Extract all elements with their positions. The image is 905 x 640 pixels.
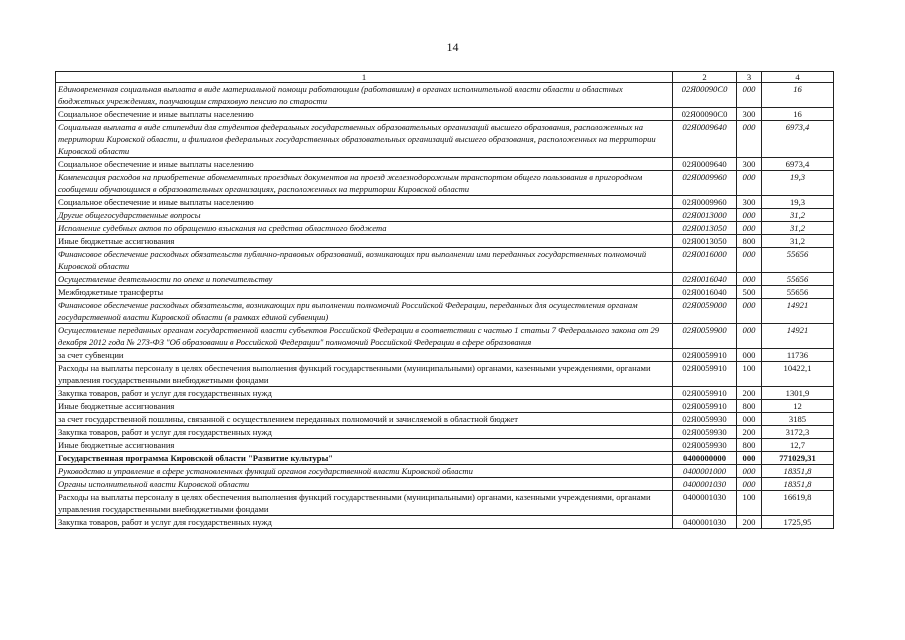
row-amount-cell: 12 — [762, 400, 834, 413]
row-type-cell: 200 — [737, 516, 762, 529]
row-name-cell: Органы исполнительной власти Кировской области — [56, 478, 673, 491]
row-code-cell: 02Я0059930 — [673, 439, 737, 452]
row-code-cell: 02Я0059900 — [673, 324, 737, 349]
row-type-cell: 200 — [737, 387, 762, 400]
row-type-cell: 500 — [737, 286, 762, 299]
row-name-cell: Исполнение судебных актов по обращению взыскания на средства областного бюджета — [56, 222, 673, 235]
row-amount-cell: 12,7 — [762, 439, 834, 452]
row-code-cell: 02Я00090С0 — [673, 108, 737, 121]
table-row — [56, 286, 834, 299]
row-amount-cell: 31,2 — [762, 235, 834, 248]
row-type-cell: 000 — [737, 413, 762, 426]
table-row — [56, 121, 834, 158]
row-name-cell: Социальное обеспечение и иные выплаты населению — [56, 158, 673, 171]
table-row — [56, 439, 834, 452]
row-amount-cell: 1725,95 — [762, 516, 834, 529]
row-amount-cell: 55656 — [762, 286, 834, 299]
row-type-cell: 000 — [737, 349, 762, 362]
header-col-amount: 4 — [762, 72, 834, 83]
row-amount-cell: 55656 — [762, 248, 834, 273]
row-type-cell: 100 — [737, 362, 762, 387]
row-code-cell: 02Я0059000 — [673, 299, 737, 324]
row-amount-cell: 771029,31 — [762, 452, 834, 465]
row-name-cell: Расходы на выплаты персоналу в целях обеспечения выполнения функций государственными (муниципальными) органами, казенными учреждениями, органами управления государственными внебюджетными фондами — [56, 362, 673, 387]
table-row — [56, 222, 834, 235]
row-name-cell: Финансовое обеспечение расходных обязательств публично-правовых образований, возникающих при выполнении ими переданных государственных полномочий Кировской области — [56, 248, 673, 273]
row-amount-cell: 6973,4 — [762, 121, 834, 158]
row-code-cell: 02Я00090С0 — [673, 83, 737, 108]
row-name-cell: Осуществление переданных органам государственной власти субъектов Российской Федерации в соответствии с частью 1 статьи 7 Федерального закона от 29 декабря 2012 года № 273-ФЗ "Об образовании в Российской Федерации" полномочий Российской Федерации в сфере образования — [56, 324, 673, 349]
row-type-cell: 000 — [737, 222, 762, 235]
row-amount-cell: 1301,9 — [762, 387, 834, 400]
row-name-cell: за счет субвенции — [56, 349, 673, 362]
row-code-cell: 02Я0009640 — [673, 158, 737, 171]
row-code-cell: 02Я0016040 — [673, 273, 737, 286]
row-code-cell: 02Я0016000 — [673, 248, 737, 273]
row-name-cell: Социальное обеспечение и иные выплаты населению — [56, 108, 673, 121]
row-amount-cell: 14921 — [762, 324, 834, 349]
row-code-cell: 02Я0009960 — [673, 171, 737, 196]
row-type-cell: 000 — [737, 248, 762, 273]
row-name-cell: Государственная программа Кировской области "Развитие культуры" — [56, 452, 673, 465]
row-name-cell: Расходы на выплаты персоналу в целях обеспечения выполнения функций государственными (муниципальными) органами, казенными учреждениями, органами управления государственными внебюджетными фондами — [56, 491, 673, 516]
row-amount-cell: 19,3 — [762, 171, 834, 196]
row-name-cell: Финансовое обеспечение расходных обязательств, возникающих при выполнении полномочий Российской Федерации, переданных для осуществления органам государственной власти Кировской области (в рамках единой субвенции) — [56, 299, 673, 324]
row-type-cell: 000 — [737, 209, 762, 222]
row-name-cell: Социальная выплата в виде стипендии для студентов федеральных государственных образовательных организаций высшего образования, расположенных на территории Кировской области, и филиалов федеральных государственных образовательных организаций высшего образования, расположенных на территории Кировской области — [56, 121, 673, 158]
row-name-cell: Социальное обеспечение и иные выплаты населению — [56, 196, 673, 209]
row-code-cell: 02Я0013050 — [673, 222, 737, 235]
row-name-cell: Руководство и управление в сфере установленных функций органов государственной власти Кировской области — [56, 465, 673, 478]
row-code-cell: 02Я0059910 — [673, 400, 737, 413]
row-code-cell: 02Я0013000 — [673, 209, 737, 222]
row-amount-cell: 31,2 — [762, 222, 834, 235]
row-type-cell: 000 — [737, 452, 762, 465]
row-code-cell: 0400000000 — [673, 452, 737, 465]
row-amount-cell: 55656 — [762, 273, 834, 286]
row-code-cell: 02Я0059930 — [673, 426, 737, 439]
row-code-cell: 02Я0009960 — [673, 196, 737, 209]
row-amount-cell: 14921 — [762, 299, 834, 324]
table-row — [56, 248, 834, 273]
row-name-cell: Закупка товаров, работ и услуг для государственных нужд — [56, 516, 673, 529]
row-type-cell: 000 — [737, 478, 762, 491]
row-name-cell: Другие общегосударственные вопросы — [56, 209, 673, 222]
row-amount-cell: 3185 — [762, 413, 834, 426]
table-row — [56, 400, 834, 413]
table-row — [56, 83, 834, 108]
table-row — [56, 324, 834, 349]
row-type-cell: 300 — [737, 196, 762, 209]
row-type-cell: 000 — [737, 324, 762, 349]
table-row — [56, 413, 834, 426]
row-type-cell: 200 — [737, 426, 762, 439]
table-row — [56, 158, 834, 171]
row-amount-cell: 18351,8 — [762, 465, 834, 478]
table-row — [56, 387, 834, 400]
row-name-cell: Межбюджетные трансферты — [56, 286, 673, 299]
table-row — [56, 491, 834, 516]
row-amount-cell: 18351,8 — [762, 478, 834, 491]
row-code-cell: 02Я0059930 — [673, 413, 737, 426]
row-type-cell: 000 — [737, 299, 762, 324]
row-code-cell: 0400001030 — [673, 478, 737, 491]
row-name-cell: Компенсация расходов на приобретение абонементных проездных документов на проезд железнодорожным транспортом общего пользования в пригородном сообщении обучающимся в образовательных организациях, расположенных на территории Кировской области — [56, 171, 673, 196]
row-amount-cell: 31,2 — [762, 209, 834, 222]
table-row — [56, 426, 834, 439]
row-type-cell: 800 — [737, 235, 762, 248]
row-code-cell: 02Я0059910 — [673, 362, 737, 387]
row-name-cell: Осуществление деятельности по опеке и попечительству — [56, 273, 673, 286]
table-row — [56, 171, 834, 196]
row-amount-cell: 3172,3 — [762, 426, 834, 439]
table-row — [56, 516, 834, 529]
row-amount-cell: 16619,8 — [762, 491, 834, 516]
header-col-type: 3 — [737, 72, 762, 83]
table-row — [56, 196, 834, 209]
row-code-cell: 0400001000 — [673, 465, 737, 478]
header-col-code: 2 — [673, 72, 737, 83]
table-row — [56, 452, 834, 465]
table-row — [56, 299, 834, 324]
row-name-cell: Закупка товаров, работ и услуг для государственных нужд — [56, 387, 673, 400]
row-code-cell: 0400001030 — [673, 516, 737, 529]
row-code-cell: 02Я0009640 — [673, 121, 737, 158]
row-name-cell: Иные бюджетные ассигнования — [56, 439, 673, 452]
row-amount-cell: 16 — [762, 108, 834, 121]
budget-table — [55, 71, 834, 529]
table-row — [56, 362, 834, 387]
row-name-cell: Единовременная социальная выплата в виде материальной помощи работающим (работавшим) в органах исполнительной власти области и областных бюджетных учреждениях, получающим страховую пенсию по старости — [56, 83, 673, 108]
row-type-cell: 000 — [737, 465, 762, 478]
page-number: 14 — [446, 40, 459, 54]
row-code-cell: 02Я0059910 — [673, 349, 737, 362]
row-type-cell: 100 — [737, 491, 762, 516]
row-amount-cell: 19,3 — [762, 196, 834, 209]
row-type-cell: 300 — [737, 108, 762, 121]
row-name-cell: Иные бюджетные ассигнования — [56, 400, 673, 413]
row-code-cell: 0400001030 — [673, 491, 737, 516]
table-header-row — [56, 72, 834, 83]
table-row — [56, 478, 834, 491]
table-row — [56, 273, 834, 286]
row-amount-cell: 10422,1 — [762, 362, 834, 387]
row-code-cell: 02Я0016040 — [673, 286, 737, 299]
table-row — [56, 235, 834, 248]
table-row — [56, 209, 834, 222]
row-name-cell: Закупка товаров, работ и услуг для государственных нужд — [56, 426, 673, 439]
row-type-cell: 300 — [737, 158, 762, 171]
table-row — [56, 349, 834, 362]
row-type-cell: 000 — [737, 121, 762, 158]
row-type-cell: 000 — [737, 273, 762, 286]
table-row — [56, 465, 834, 478]
table-row — [56, 108, 834, 121]
row-type-cell: 800 — [737, 400, 762, 413]
row-type-cell: 000 — [737, 83, 762, 108]
row-type-cell: 000 — [737, 171, 762, 196]
row-name-cell: Иные бюджетные ассигнования — [56, 235, 673, 248]
row-code-cell: 02Я0059910 — [673, 387, 737, 400]
row-amount-cell: 16 — [762, 83, 834, 108]
header-col-name: 1 — [56, 72, 673, 83]
row-amount-cell: 6973,4 — [762, 158, 834, 171]
row-amount-cell: 11736 — [762, 349, 834, 362]
row-name-cell: за счет государственной пошлины, связанной с осуществлением переданных полномочий и зачисляемой в областной бюджет — [56, 413, 673, 426]
row-type-cell: 800 — [737, 439, 762, 452]
row-code-cell: 02Я0013050 — [673, 235, 737, 248]
